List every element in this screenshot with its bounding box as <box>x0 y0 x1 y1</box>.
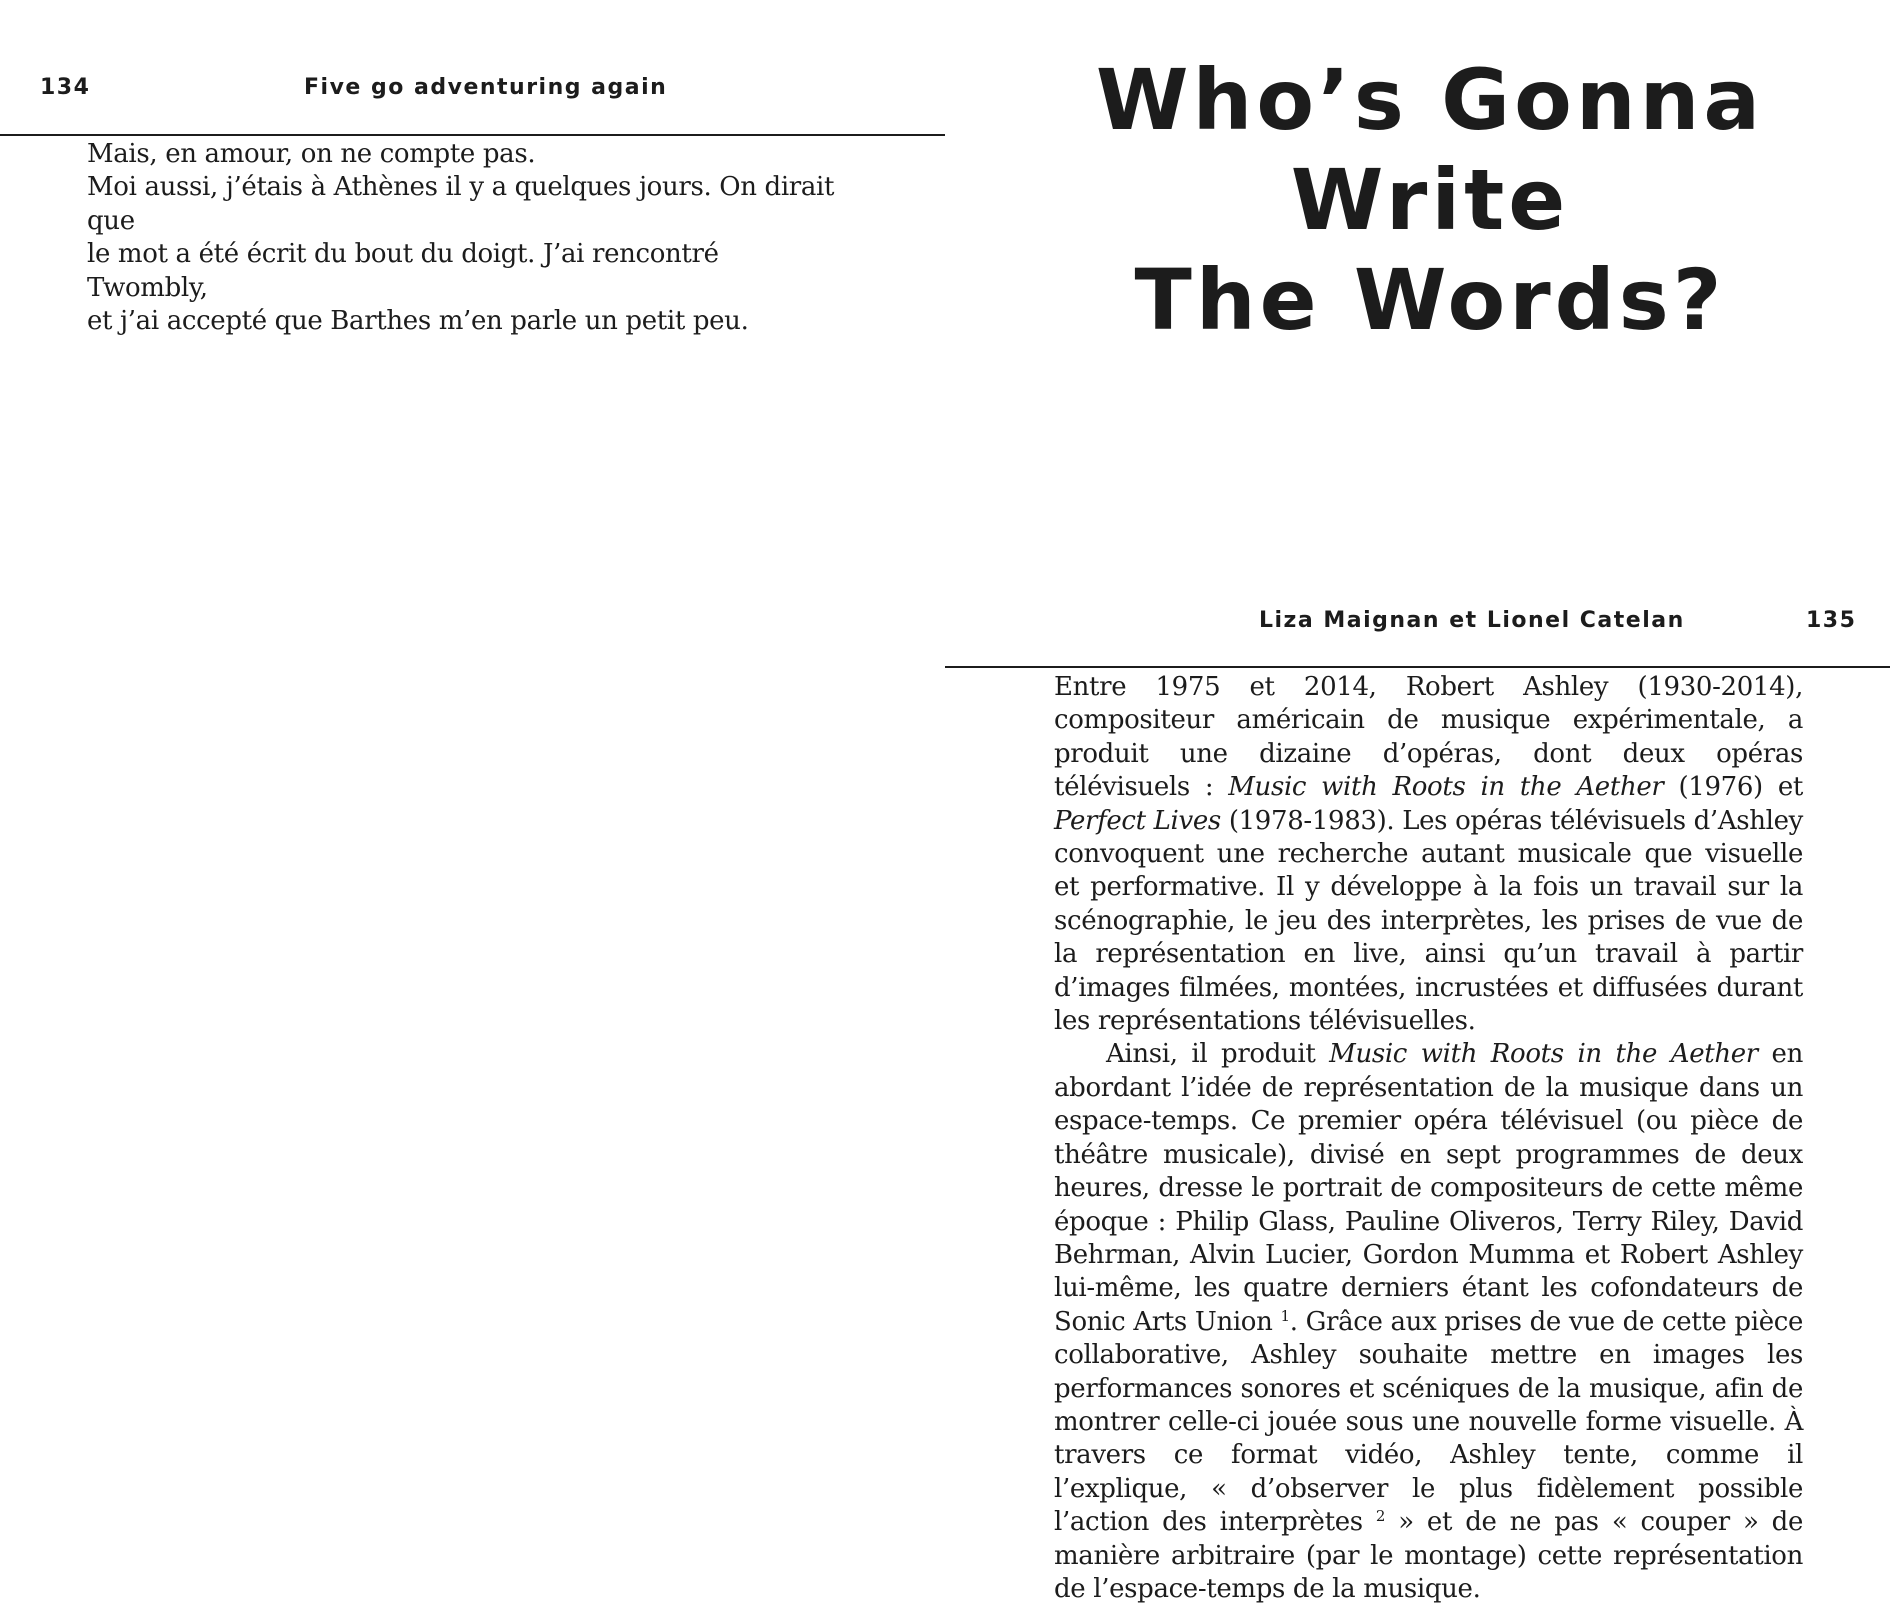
chapter-title-line: Write <box>1290 151 1570 249</box>
left-body-text <box>87 138 847 338</box>
paragraph-2 <box>1054 1038 1803 1606</box>
paragraph-2-text: en abordant l’idée de représentation de la musique dans un espace-temps. Ce premier opéra télévisuel (ou pièce de théâtre musicale), divisé en sept programmes de deux heures, dresse le portrait de compositeurs de cette même époque : Philip Glass, Pauline Oliveros, Terry Riley, David Behrman, Alvin Lucier, Gordon Mumma et Robert Ashley lui-même, les quatre derniers étant les cofondateurs de Sonic Arts Union <box>1054 1039 1803 1337</box>
paragraph-1 <box>1054 671 1803 1038</box>
right-page-number: 135 <box>1806 608 1857 633</box>
work-title-italic: Music with Roots in the Aether <box>1228 772 1664 803</box>
footnote-marker: 1 <box>1280 1306 1290 1325</box>
right-header-rule <box>945 666 1890 668</box>
paragraph-2-text: . Grâce aux prises de vue de cette pièce collaborative, Ashley souhaite mettre en images les performances sonores et scéniques de la musique, afin de montrer celle-ci jouée sous une nouvelle forme visuelle. À travers ce format vidéo, Ashley tente, comme il l’explique, « d’observer le plus fidèlement possible l’action des interprètes <box>1054 1306 1803 1538</box>
left-text-line: le mot a été écrit du bout du doigt. J’ai rencontré Twombly, <box>87 239 719 303</box>
work-title-italic: Perfect Lives <box>1054 805 1221 836</box>
chapter-title-line: The Words? <box>1134 251 1726 349</box>
chapter-title <box>1030 50 1830 350</box>
left-text-line: et j’ai accepté que Barthes m’en parle un petit peu. <box>87 306 749 337</box>
right-body-text <box>1054 671 1803 1606</box>
left-header-rule <box>0 134 945 136</box>
left-text-line: Mais, en amour, on ne compte pas. <box>87 139 536 169</box>
right-running-authors: Liza Maignan et Lionel Catelan <box>1259 608 1685 633</box>
paragraph-1-text: (1978-1983). Les opéras télévisuels d’Ashley convoquent une recherche autant musicale que visuelle et performative. Il y développe à la fois un travail sur la scénographie, le jeu des interprètes, les prises de vue de la représentation en live, ainsi qu’un travail à partir d’images filmées, montées, incrustées et diffusées durant les représentations télévisuelles. <box>1054 805 1803 1037</box>
paragraph-2-text: Ainsi, il produit <box>1106 1039 1330 1070</box>
chapter-title-line: Who’s Gonna <box>1095 51 1765 149</box>
left-text-line: Moi aussi, j’étais à Athènes il y a quelques jours. On dirait que <box>87 172 835 236</box>
paragraph-1-text: (1976) et <box>1663 772 1803 803</box>
work-title-italic: Music with Roots in the Aether <box>1329 1039 1758 1070</box>
footnote-marker: 2 <box>1375 1507 1386 1526</box>
left-running-title: Five go adventuring again <box>304 75 668 100</box>
left-page-number: 134 <box>40 75 91 100</box>
paragraph-2-text: » et de ne pas « couper » de manière arbitraire (par le montage) cette représentation de l’espace-temps de la musique. <box>1054 1507 1804 1604</box>
paragraph-1-text: Entre 1975 et 2014, Robert Ashley (1930-2014), compositeur américain de musique expérimentale, a produit une dizaine d’opéras, dont deux opéras télévisuels : <box>1054 672 1803 803</box>
